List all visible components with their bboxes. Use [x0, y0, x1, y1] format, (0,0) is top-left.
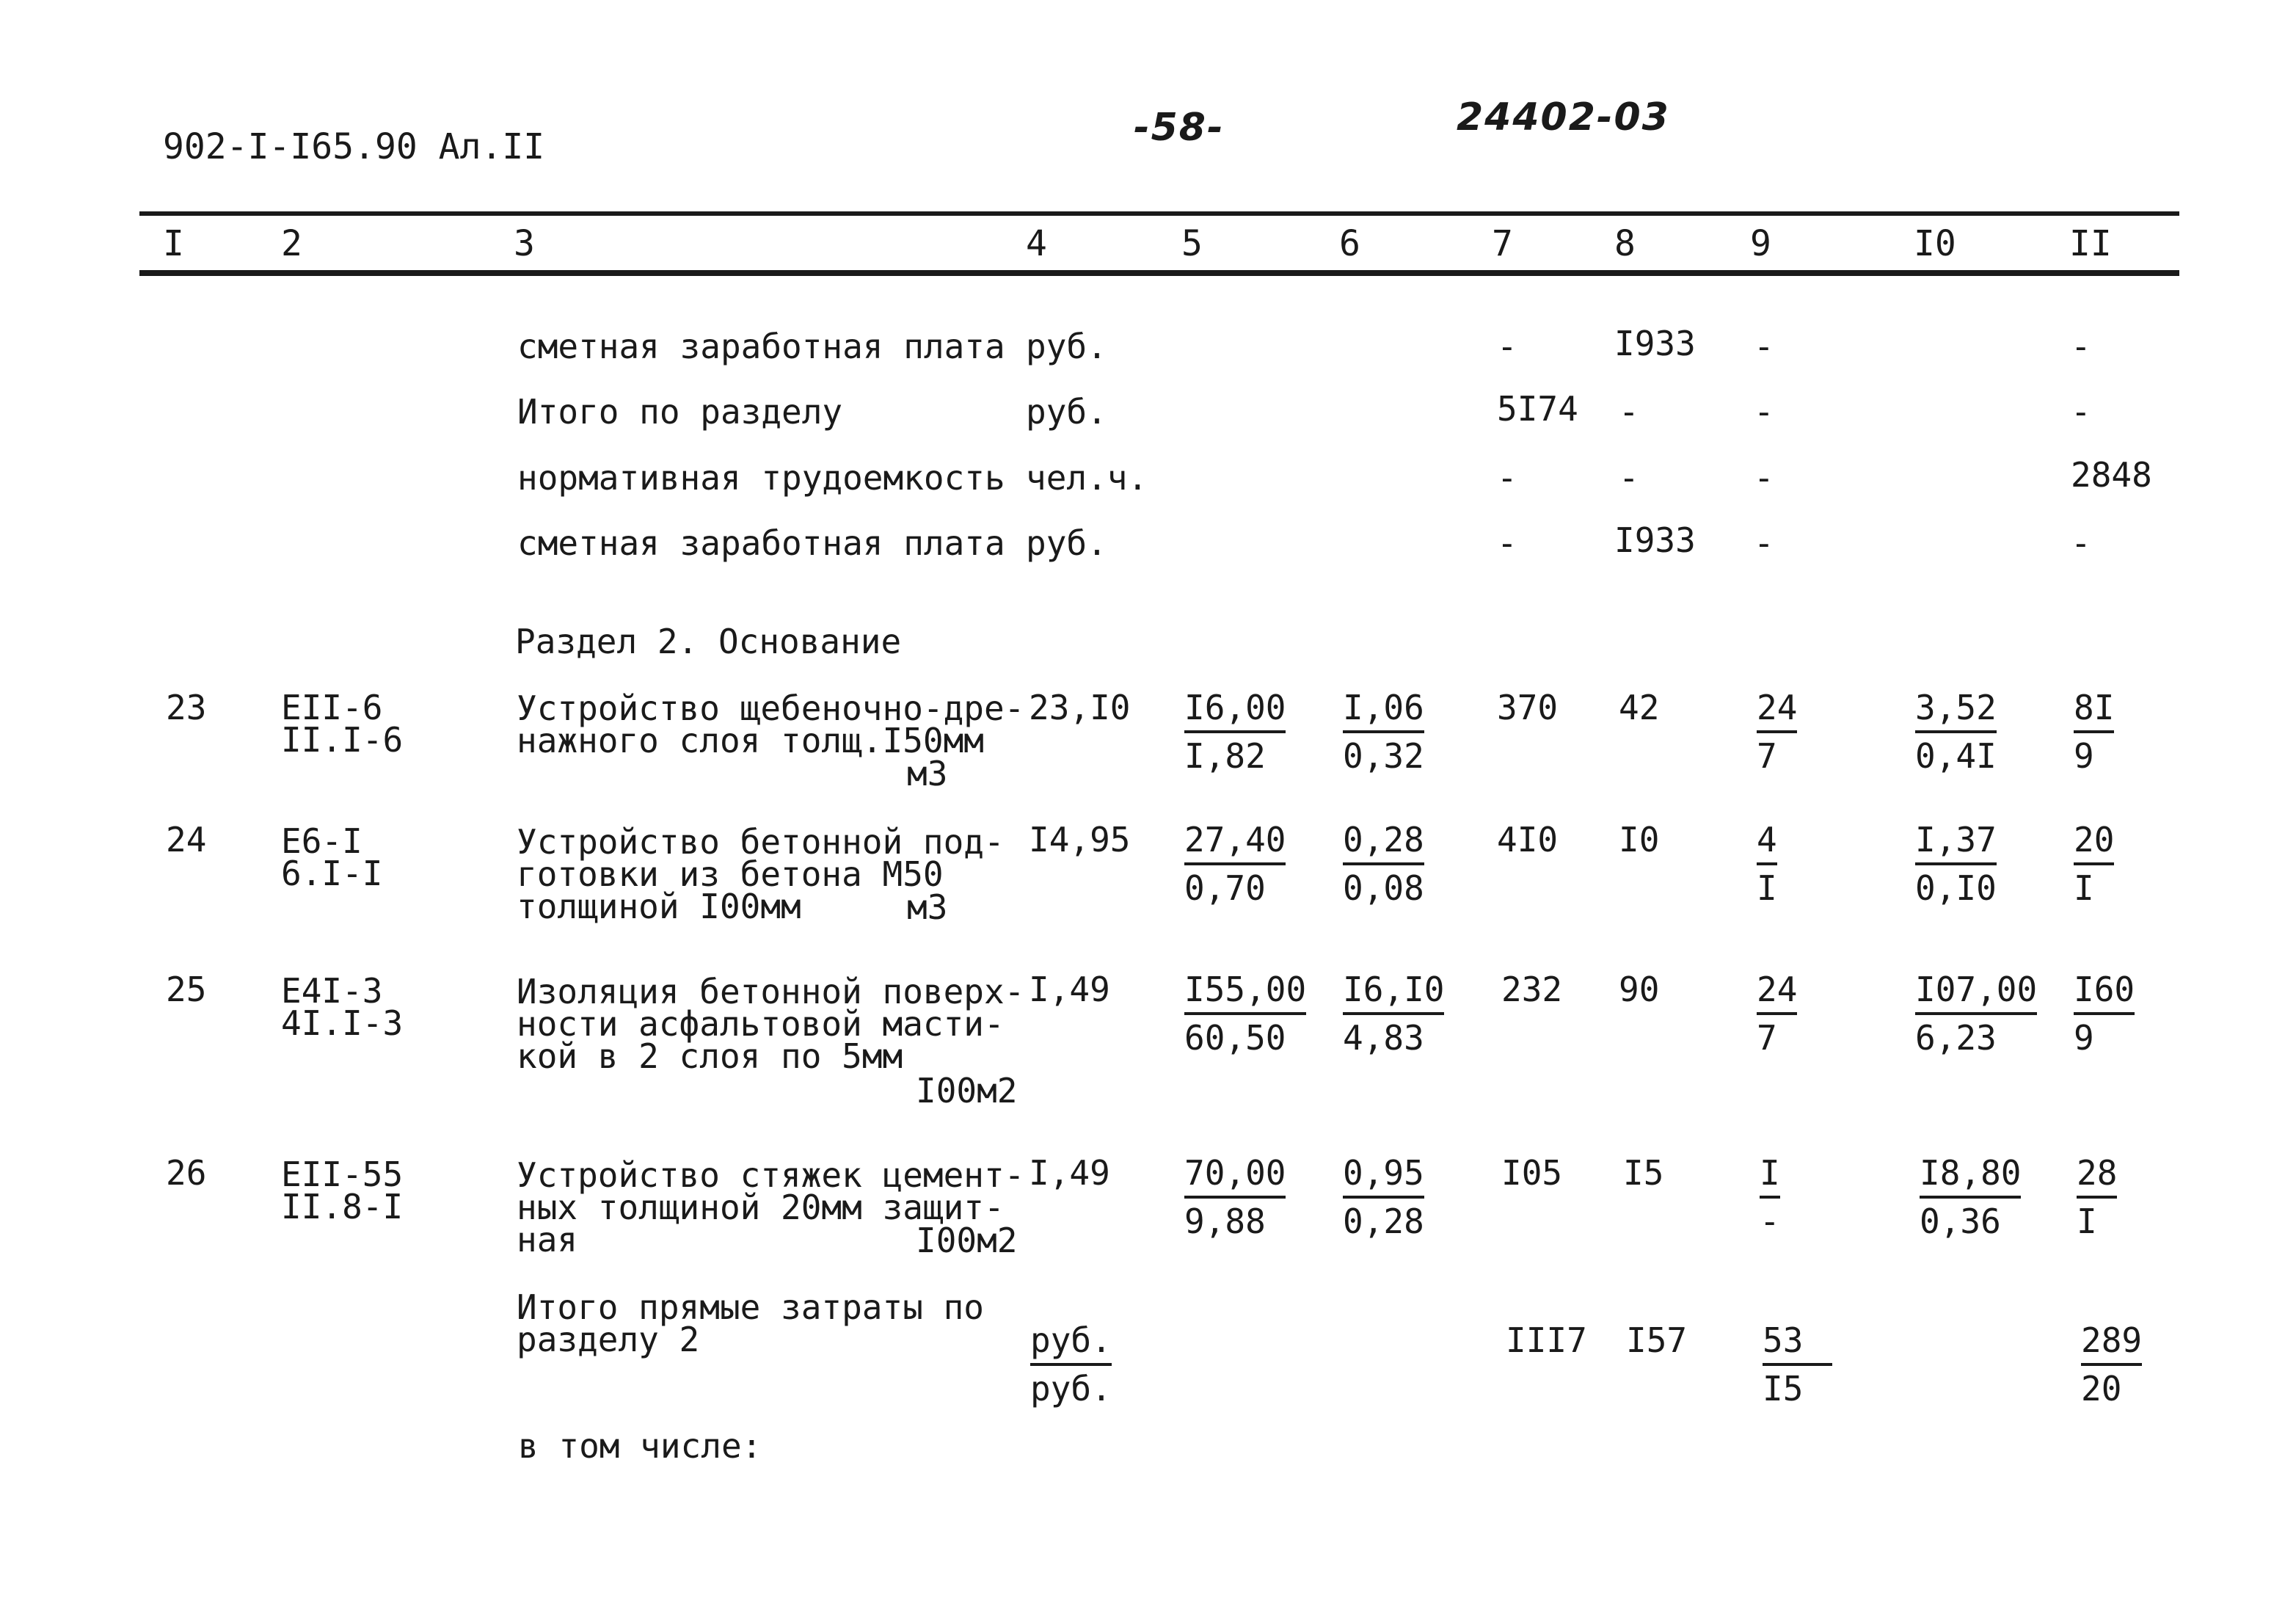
summary-c9: -	[1754, 392, 1774, 432]
row-c5-top: 70,00	[1184, 1153, 1286, 1199]
row-c6-top: 0,95	[1343, 1153, 1424, 1199]
col-header-2: 2	[281, 223, 302, 264]
row-description-line: Устройство стяжек цемент-	[517, 1155, 1025, 1195]
row-description-line: толщиной I00мм	[517, 887, 801, 926]
row-c10-top: I07,00	[1915, 970, 2037, 1015]
document-code: 902-I-I65.90 Ал.II	[163, 126, 545, 167]
row-c5-bottom: I,82	[1184, 736, 1266, 776]
row-description-line: ная	[517, 1220, 578, 1260]
row-c6	[1343, 690, 1424, 774]
row-number: 26	[166, 1153, 207, 1193]
row-c10-top: I8,80	[1920, 1153, 2021, 1199]
row-c5	[1184, 822, 1286, 906]
col-header-10: I0	[1914, 223, 1956, 264]
row-c6	[1343, 970, 1445, 1058]
row-code-secondary: II.I-6	[281, 720, 404, 760]
total-label-line: разделу 2	[517, 1320, 700, 1359]
row-unit: I00м2	[916, 1071, 1018, 1111]
row-description-line: Изоляция бетонной поверх-	[517, 972, 1025, 1011]
total-c11	[2081, 1320, 2143, 1408]
row-c11-bottom: I	[2074, 868, 2094, 908]
row-c11-top: 8I	[2074, 688, 2114, 733]
col-header-3: 3	[514, 223, 535, 264]
table-top-rule	[139, 211, 2179, 216]
row-c7: 370	[1497, 688, 1559, 727]
row-c5-bottom: 9,88	[1184, 1202, 1266, 1241]
total-c8: I57	[1626, 1320, 1688, 1360]
summary-label: нормативная трудоемкость	[517, 458, 1005, 498]
handwritten-number: 24402-03	[1457, 95, 1670, 139]
row-c9-top: 4	[1757, 820, 1777, 865]
row-c9-top: 24	[1757, 970, 1797, 1015]
row-unit: I00м2	[916, 1221, 1018, 1260]
row-c10	[1920, 1155, 2021, 1239]
summary-c11: 2848	[2071, 455, 2152, 495]
row-c8: 42	[1619, 688, 1660, 727]
row-c9-bottom: -	[1760, 1202, 1780, 1241]
row-c10	[1915, 822, 1997, 906]
row-c11	[2074, 822, 2114, 906]
row-c7: 4I0	[1497, 820, 1559, 859]
summary-c9: -	[1754, 523, 1774, 563]
col-header-8: 8	[1614, 223, 1636, 264]
row-c9	[1757, 690, 1797, 774]
row-c9-bottom: I	[1757, 868, 1777, 908]
summary-c11: -	[2071, 392, 2091, 432]
row-quantity: I4,95	[1029, 820, 1131, 859]
row-c11	[2077, 1155, 2117, 1239]
row-description-line: ности асфальтовой масти-	[517, 1004, 1005, 1044]
summary-unit: чел.ч.	[1026, 458, 1148, 498]
summary-c7: 5I74	[1497, 389, 1578, 429]
row-description-line: кой в 2 слоя по 5мм	[517, 1036, 903, 1076]
row-unit: м3	[907, 754, 948, 793]
summary-c9: -	[1754, 458, 1774, 498]
summary-c8: -	[1619, 458, 1639, 498]
row-c6-bottom: 0,08	[1343, 868, 1424, 908]
row-c10-bottom: 0,I0	[1915, 868, 1997, 908]
summary-label: сметная заработная плата	[517, 523, 1005, 563]
table-header-rule	[139, 270, 2179, 276]
row-c7: I05	[1501, 1153, 1563, 1193]
row-quantity: I,49	[1029, 970, 1110, 1009]
row-quantity: I,49	[1029, 1153, 1110, 1193]
row-c5-bottom: 60,50	[1184, 1018, 1286, 1058]
row-c6	[1343, 1155, 1424, 1239]
row-c10-bottom: 0,4I	[1915, 736, 1997, 776]
row-code-primary: E4I-3	[281, 971, 383, 1011]
total-unit-bottom: руб.	[1030, 1369, 1112, 1408]
row-c5	[1184, 690, 1286, 774]
summary-unit: руб.	[1026, 392, 1107, 432]
row-code-primary: EII-6	[281, 688, 383, 727]
summary-c8: I933	[1614, 324, 1696, 363]
row-c5-bottom: 0,70	[1184, 868, 1266, 908]
summary-c9: -	[1754, 327, 1774, 366]
row-description-line: Устройство щебеночно-дре-	[517, 688, 1025, 728]
row-c8: 90	[1619, 970, 1660, 1009]
row-description-line: Устройство бетонной под-	[517, 822, 1005, 862]
summary-label: Итого по разделу	[517, 392, 843, 432]
row-c5-top: 27,40	[1184, 820, 1286, 865]
total-unit	[1030, 1320, 1112, 1408]
row-code-secondary: 4I.I-3	[281, 1003, 404, 1043]
row-c9-bottom: 7	[1757, 736, 1777, 776]
col-header-11: II	[2069, 223, 2112, 264]
row-c10-top: 3,52	[1915, 688, 1997, 733]
row-quantity: 23,I0	[1029, 688, 1131, 727]
page-number: -58-	[1134, 106, 1225, 150]
row-c9-top: 24	[1757, 688, 1797, 733]
row-c11	[2074, 970, 2135, 1058]
total-label-line: Итого прямые затраты по	[517, 1287, 984, 1327]
footer-note: в том числе:	[518, 1426, 762, 1466]
row-c5-top: I6,00	[1184, 688, 1286, 733]
summary-c8: I933	[1614, 520, 1696, 560]
section-title: Раздел 2. Основание	[515, 622, 902, 661]
total-c9	[1763, 1320, 1832, 1408]
row-c9	[1757, 970, 1798, 1058]
row-number: 25	[166, 970, 207, 1009]
row-c6-bottom: 4,83	[1343, 1018, 1424, 1058]
row-c11-top: 28	[2077, 1153, 2117, 1199]
summary-label: сметная заработная плата	[517, 327, 1005, 366]
summary-c11: -	[2071, 327, 2091, 366]
row-c10-bottom: 6,23	[1915, 1018, 1997, 1058]
col-header-1: I	[163, 223, 184, 264]
row-c6-bottom: 0,28	[1343, 1202, 1424, 1241]
row-description-line: готовки из бетона М50	[517, 854, 944, 894]
row-c8: I5	[1623, 1153, 1664, 1193]
row-number: 24	[166, 820, 207, 859]
row-c5	[1184, 970, 1307, 1058]
row-c5	[1184, 1155, 1286, 1239]
row-code-secondary: 6.I-I	[281, 854, 383, 893]
col-header-4: 4	[1026, 223, 1047, 264]
row-c11	[2074, 690, 2114, 774]
row-c6-bottom: 0,32	[1343, 736, 1424, 776]
row-c10-bottom: 0,36	[1920, 1202, 2001, 1241]
row-c6	[1343, 822, 1424, 906]
total-c9-bottom: I5	[1763, 1369, 1804, 1408]
total-c11-top: 289	[2081, 1320, 2142, 1366]
col-header-7: 7	[1492, 223, 1513, 264]
summary-c7: -	[1497, 458, 1517, 498]
summary-c8: -	[1619, 392, 1639, 432]
total-c7: III7	[1506, 1320, 1587, 1360]
summary-c11: -	[2071, 523, 2091, 563]
col-header-9: 9	[1750, 223, 1771, 264]
row-c7: 232	[1501, 970, 1563, 1009]
row-description-line: ных толщиной 20мм защит-	[517, 1188, 1005, 1227]
row-c5-top: I55,00	[1184, 970, 1306, 1015]
row-c10	[1915, 690, 1997, 774]
col-header-5: 5	[1181, 223, 1203, 264]
summary-unit: руб.	[1026, 327, 1107, 366]
row-c9	[1760, 1155, 1780, 1239]
row-c9-top: I	[1760, 1153, 1780, 1199]
row-c6-top: 0,28	[1343, 820, 1424, 865]
row-c11-top: 20	[2074, 820, 2114, 865]
summary-c7: -	[1497, 523, 1517, 563]
total-unit-top: руб.	[1030, 1320, 1112, 1366]
row-code-primary: EII-55	[281, 1155, 404, 1194]
total-c9-top: 53	[1763, 1320, 1832, 1366]
row-c11-bottom: 9	[2074, 1018, 2094, 1058]
row-description-line: нажного слоя толщ.I50мм	[517, 721, 984, 760]
row-c10-top: I,37	[1915, 820, 1997, 865]
row-c9-bottom: 7	[1757, 1018, 1777, 1058]
row-c6-top: I,06	[1343, 688, 1424, 733]
row-c6-top: I6,I0	[1343, 970, 1444, 1015]
row-unit: м3	[907, 887, 948, 927]
row-code-secondary: II.8-I	[281, 1187, 404, 1226]
col-header-6: 6	[1339, 223, 1360, 264]
total-c11-bottom: 20	[2081, 1369, 2122, 1408]
summary-unit: руб.	[1026, 523, 1107, 563]
row-c11-top: I60	[2074, 970, 2135, 1015]
row-c11-bottom: I	[2077, 1202, 2097, 1241]
row-c10	[1915, 970, 2038, 1058]
row-c9	[1757, 822, 1777, 906]
row-c8: I0	[1619, 820, 1660, 859]
row-number: 23	[166, 688, 207, 727]
row-code-primary: E6-I	[281, 821, 362, 861]
row-c11-bottom: 9	[2074, 736, 2094, 776]
summary-c7: -	[1497, 327, 1517, 366]
